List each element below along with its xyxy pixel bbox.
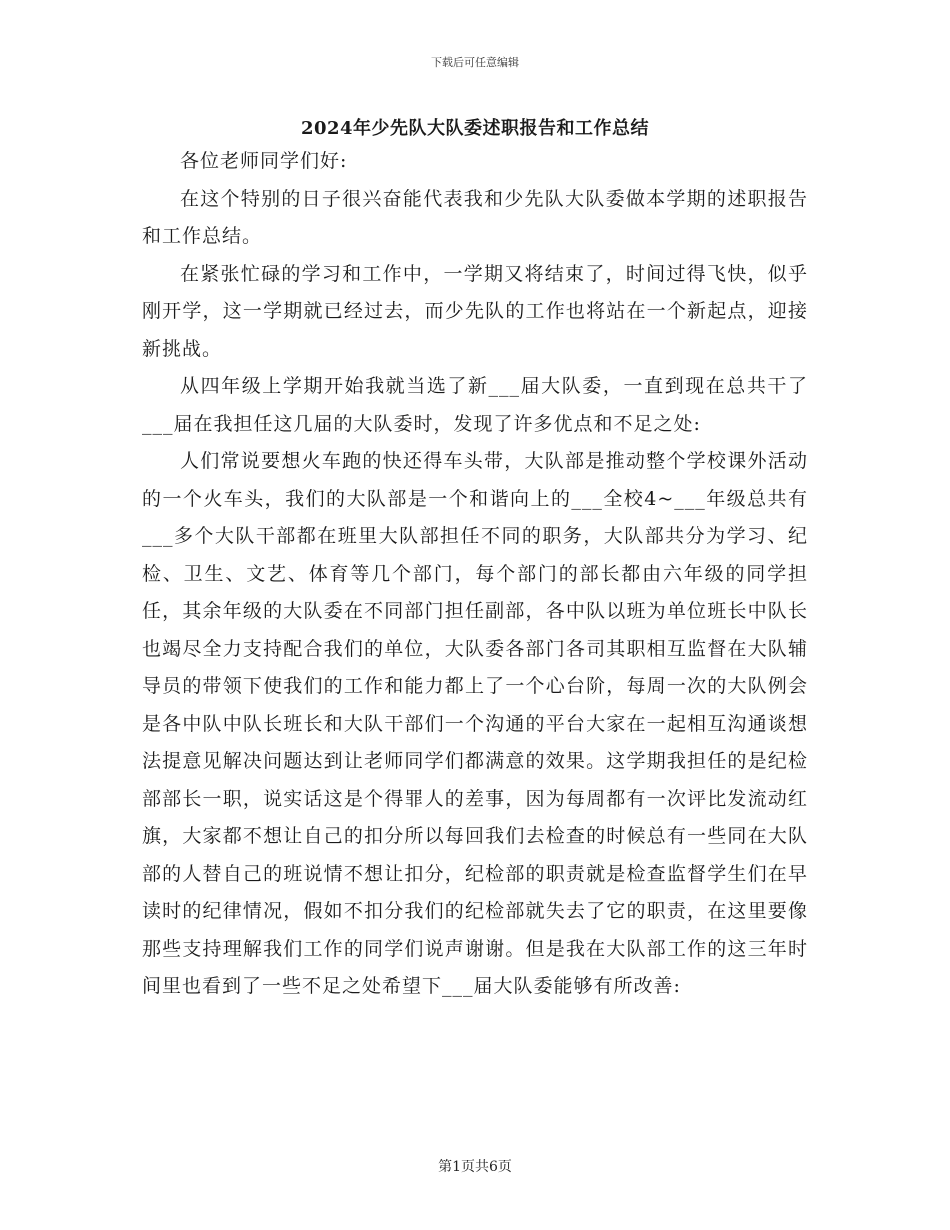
paragraph: 人们常说要想火车跑的快还得车头带，大队部是推动整个学校课外活动的一个火车头，我们的大队部是一个和谐向上的___全校4~___年级总共有___多个大队干部都在班里大队部担任不同的职务，大队部共分为学习、纪检、卫生、文艺、体育等几个部门，每个部门的部长都由六年级的同学担任，其余年级的大队委在不同部门担任副部，各中队以班为单位班长中队长也竭尽全力支持配合我们的单位，大队委各部门各司其职相互监督在大队辅导员的带领下使我们的工作和能力都上了一个心台阶，每周一次的大队例会是各中队中队长班长和大队干部们一个沟通的平台大家在一起相互沟通谈想法提意见解决问题达到让老师同学们都满意的效果。这学期我担任的是纪检部部长一职，说实话这是个得罪人的差事，因为每周都有一次评比发流动红旗，大家都不想让自己的扣分所以每回我们去检查的时候总有一些同在大队部的人替自己的班说情不想让扣分，纪检部的职责就是检查监督学生们在早读时的纪律情况，假如不扣分我们的纪检部就失去了它的职责，在这里要像那些支持理解我们工作的同学们说声谢谢。但是我在大队部工作的这三年时间里也看到了一些不足之处希望下___届大队委能够有所改善:	[142, 450, 808, 997]
document-body	[142, 143, 808, 1006]
paragraph: 从四年级上学期开始我就当选了新___届大队委，一直到现在总共干了___届在我担任这几届的大队委时，发现了许多优点和不足之处:	[142, 375, 808, 435]
paragraph: 各位老师同学们好:	[180, 150, 348, 172]
paragraph: 在紧张忙碌的学习和工作中，一学期又将结束了，时间过得飞快，似乎刚开学，这一学期就已经过去，而少先队的工作也将站在一个新起点，迎接新挑战。	[142, 262, 808, 360]
document-title: 2024年少先队大队委述职报告和工作总结	[300, 118, 650, 139]
paragraph: 在这个特别的日子很兴奋能代表我和少先队大队委做本学期的述职报告和工作总结。	[142, 187, 808, 247]
header-note: 下载后可任意编辑	[431, 56, 519, 69]
page-footer: 第1页共6页	[438, 1159, 512, 1175]
